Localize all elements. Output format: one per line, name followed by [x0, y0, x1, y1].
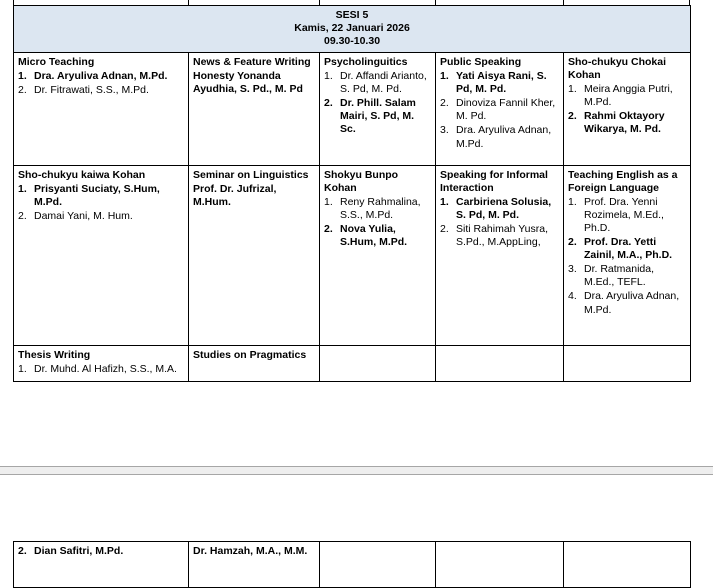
course-title: Sho-chukyu kaiwa Kohan — [18, 169, 146, 182]
lecturer-name: Rahmi Oktayory Wikarya, M. Pd. — [584, 109, 665, 135]
lecturer-name: Dinoviza Fannil Kher, M. Pd. — [456, 97, 556, 123]
lecturer-name: Dra. Aryuliva Adnan, M.Pd. — [456, 124, 552, 150]
lecturer-list — [18, 363, 184, 376]
course-cell-empty — [564, 542, 691, 588]
session-time: 09.30-10.30 — [323, 35, 381, 48]
list-item — [440, 196, 559, 222]
lecturer-name: Dra. Aryuliva Adnan, M.Pd. — [34, 69, 168, 82]
lecturer-name: Prof. Dra. Yetti Zainil, M.A., Ph.D. — [584, 235, 673, 262]
course-cell — [189, 166, 320, 346]
course-cell — [436, 166, 564, 346]
list-item — [18, 210, 184, 223]
course-cell-empty — [320, 346, 436, 382]
list-item — [440, 97, 559, 123]
lecturer-list — [440, 196, 559, 250]
course-cell — [436, 53, 564, 166]
course-cell — [320, 53, 436, 166]
list-item — [18, 183, 184, 209]
lecturer-name: Yati Aisya Rani, S. Pd, M. Pd. — [456, 69, 547, 96]
list-number: 2. — [18, 84, 27, 97]
list-item — [18, 363, 184, 376]
lecturer-name: Prof. Dr. Jufrizal, M.Hum. — [193, 182, 277, 209]
list-number: 3. — [440, 124, 449, 137]
lecturer-list — [324, 70, 431, 137]
lecturer-name: Prof. Dra. Yenni Rozimela, M.Ed., Ph.D. — [584, 195, 664, 234]
lecturer-list — [440, 70, 559, 151]
list-item — [568, 110, 686, 136]
list-number: 1. — [568, 82, 577, 95]
list-number: 2. — [18, 210, 27, 223]
list-item — [324, 97, 431, 136]
list-item — [440, 124, 559, 150]
list-item — [568, 83, 686, 109]
course-cell-empty — [436, 346, 564, 382]
schedule-table — [13, 5, 691, 382]
list-item — [18, 84, 184, 97]
list-number: 1. — [440, 195, 449, 208]
course-cell — [14, 542, 189, 588]
list-number: 2. — [18, 545, 27, 557]
course-cell — [564, 166, 691, 346]
course-cell-empty — [320, 542, 436, 588]
lecturer-name: Dian Safitri, M.Pd. — [34, 545, 124, 557]
session-header-row — [14, 6, 691, 53]
table-row — [14, 166, 691, 346]
list-number: 1. — [440, 69, 449, 82]
course-title: Psycholinguitics — [324, 56, 408, 69]
list-number: 1. — [568, 195, 577, 208]
list-number: 2. — [324, 97, 333, 110]
list-number: 4. — [568, 290, 577, 303]
list-number: 2. — [568, 235, 577, 248]
list-item — [440, 223, 559, 249]
course-title: Sho-chukyu Chokai Kohan — [568, 56, 667, 81]
list-number: 2. — [324, 222, 333, 235]
list-number: 3. — [568, 263, 577, 276]
lecturer-name: Dr. Affandi Arianto, S. Pd, M. Pd. — [340, 69, 427, 96]
list-item — [440, 70, 559, 96]
course-cell — [14, 346, 189, 382]
course-title: Seminar on Linguistics — [193, 169, 309, 182]
list-item — [568, 196, 686, 235]
lecturer-list — [18, 70, 184, 97]
course-title: Public Speaking — [440, 56, 522, 69]
table-row — [14, 53, 691, 166]
lecturer-name: Meira Anggia Putri, M.Pd. — [584, 82, 673, 108]
list-number: 2. — [440, 97, 449, 110]
lecturer-name: Dr. Ratmanida, M.Ed., TEFL. — [584, 263, 655, 289]
lecturer-name: Prisyanti Suciaty, S.Hum, M.Pd. — [34, 182, 160, 209]
course-title: Studies on Pragmatics — [193, 349, 307, 362]
course-title: News & Feature Writing — [193, 56, 311, 69]
lecturer-name: Dra. Aryuliva Adnan, M.Pd. — [584, 290, 680, 316]
course-title: Shokyu Bunpo Kohan — [324, 169, 399, 194]
lecturer-list — [18, 183, 184, 223]
course-title: Thesis Writing — [18, 349, 91, 362]
course-title: Micro Teaching — [18, 56, 95, 69]
list-number: 1. — [324, 69, 333, 82]
list-item — [324, 223, 431, 249]
lecturer-name: Reny Rahmalina, S.S., M.Pd. — [340, 195, 421, 221]
lecturer-list — [568, 196, 686, 317]
lecturer-name: Dr. Muhd. Al Hafizh, S.S., M.A. — [34, 362, 177, 375]
list-item — [324, 196, 431, 222]
course-cell — [189, 53, 320, 166]
lecturer-name: Honesty Yonanda Ayudhia, S. Pd., M. Pd — [193, 69, 303, 96]
bottom-partial-table — [13, 541, 691, 588]
lecturer-name: Dr. Fitrawati, S.S., M.Pd. — [34, 84, 149, 97]
lecturer-name: Carbiriena Solusia, S. Pd, M. Pd. — [456, 195, 552, 221]
lecturer-list — [324, 196, 431, 250]
lecturer-entry — [18, 545, 184, 558]
list-number: 1. — [18, 69, 27, 82]
course-cell — [564, 53, 691, 166]
list-number: 1. — [18, 182, 27, 195]
session-title: SESI 5 — [335, 9, 369, 21]
session-header-cell — [14, 6, 691, 53]
table-row — [14, 542, 691, 588]
list-number: 1. — [324, 195, 333, 208]
course-cell — [189, 542, 320, 588]
list-item — [568, 290, 686, 316]
table-row — [14, 346, 691, 382]
lecturer-name: Siti Rahimah Yusra, S.Pd., M.AppLing, — [456, 222, 549, 248]
session-day-date: Kamis, 22 Januari 2026 — [294, 22, 410, 35]
lecturer-name: Dr. Hamzah, M.A., M.M. — [193, 545, 308, 557]
course-cell — [320, 166, 436, 346]
list-item — [18, 70, 184, 83]
lecturer-name: Damai Yani, M. Hum. — [34, 210, 133, 223]
list-number: 1. — [18, 362, 27, 375]
course-cell — [189, 346, 320, 382]
course-cell-empty — [564, 346, 691, 382]
list-item — [324, 70, 431, 96]
course-cell — [14, 166, 189, 346]
course-title: Teaching English as a Foreign Language — [568, 169, 678, 194]
course-cell-empty — [436, 542, 564, 588]
list-number: 2. — [568, 109, 577, 122]
course-cell — [14, 53, 189, 166]
list-item — [568, 263, 686, 289]
list-number: 2. — [440, 222, 449, 235]
lecturer-name: Nova Yulia, S.Hum, M.Pd. — [340, 222, 408, 248]
lecturer-list — [568, 83, 686, 137]
page-separator — [0, 466, 713, 475]
list-item — [568, 236, 686, 262]
course-title: Speaking for Informal Interaction — [440, 169, 548, 194]
lecturer-name: Dr. Phill. Salam Mairi, S. Pd, M. Sc. — [340, 97, 416, 136]
